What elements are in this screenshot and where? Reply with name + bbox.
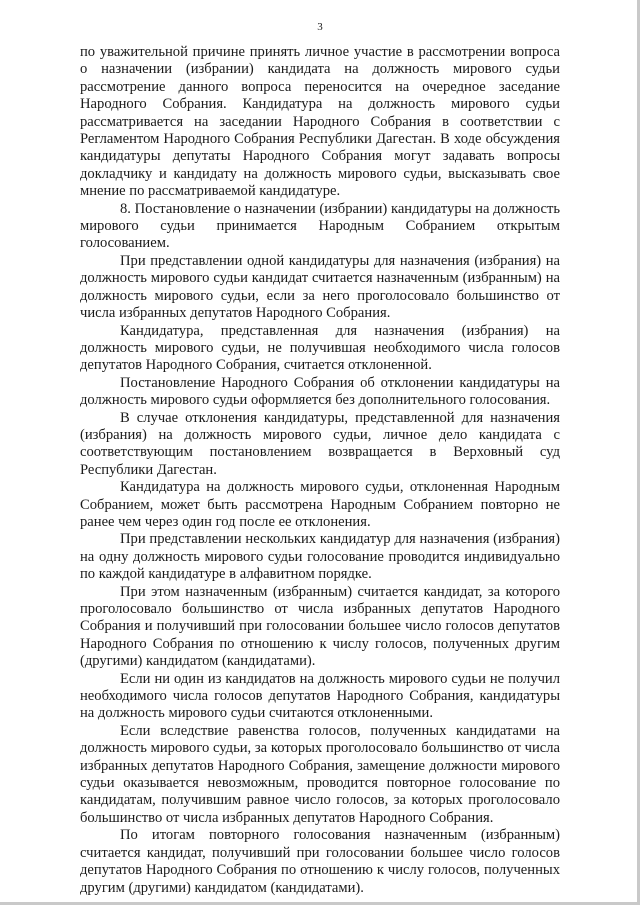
paragraph-4: Кандидатура, представленная для назначения (избрания) на должность мирового судьи, не получившая необходимого числа голосов депутатов Народного Собрания, считается отклоненной. xyxy=(80,322,560,374)
paragraph-3: При представлении одной кандидатуры для назначения (избрания) на должность мирового судьи кандидат считается назначенным (избранным) на должность мирового судьи, если за него проголосовало большинство от числа избранных депутатов Народного Собрания. xyxy=(80,252,560,322)
paragraph-11: Если вследствие равенства голосов, полученных кандидатами на должность мирового судьи, за которых проголосовало большинство от числа избранных депутатов Народного Собрания, замещение должности мирового судьи оказывается невозможным, проводится повторное голосование по кандидатам, получившим равное число голосов, за которых проголосовало большинство от числа избранных депутатов Народного Собрания. xyxy=(80,722,560,826)
paragraph-6: В случае отклонения кандидатуры, представленной для назначения (избрания) на должность мирового судьи, личное дело кандидата с соответствующим постановлением возвращается в Верховный суд Республики Дагестан. xyxy=(80,409,560,478)
paragraph-1: по уважительной причине принять личное участие в рассмотрении вопроса о назначении (избрании) кандидата на должность мирового судьи рассмотрение данного вопроса переносится на очередное заседание Народного Собрания. Кандидатура на должность мирового судьи рассматривается на заседании Народного Собрания в соответствии с Регламентом Народного Собрания Республики Дагестан. В ходе обсуждения кандидатуры депутаты Народного Собрания могут задавать вопросы докладчику и кандидату на должность мирового судьи, высказывать свое мнение по рассматриваемой кандидатуре. xyxy=(80,44,560,200)
paragraph-7: Кандидатура на должность мирового судьи, отклоненная Народным Собранием, может быть рассмотрена Народным Собранием повторно не ранее чем через один год после ее отклонения. xyxy=(80,479,560,530)
paragraph-8: При представлении нескольких кандидатур для назначения (избрания) на одну должность мирового судьи голосование проводится индивидуально по каждой кандидатуре в алфавитном порядке. xyxy=(80,531,560,583)
document-body xyxy=(80,44,560,897)
paragraph-10: Если ни один из кандидатов на должность мирового судьи не получил необходимого числа голосов депутатов Народного Собрания, кандидатуры на должность мирового судьи считаются отклоненными. xyxy=(80,670,560,722)
page-number: 3 xyxy=(317,21,323,33)
paragraph-9: При этом назначенным (избранным) считается кандидат, за которого проголосовало большинство от числа избранных депутатов Народного Собрания и получивший при голосовании большее число голосов депутатов Народного Собрания по отношению к числу голосов, полученных другим (другими) кандидатом (кандидатами). xyxy=(80,583,560,670)
paragraph-12: По итогам повторного голосования назначенным (избранным) считается кандидат, получивший при голосовании большее число голосов депутатов Народного Собрания по отношению к числу голосов, полученных другим (другими) кандидатом (кандидатами). xyxy=(80,827,560,896)
paragraph-5: Постановление Народного Собрания об отклонении кандидатуры на должность мирового судьи оформляется без дополнительного голосования. xyxy=(80,374,560,409)
paragraph-2: 8. Постановление о назначении (избрании) кандидатуры на должность мирового судьи принимается Народным Собранием открытым голосованием. xyxy=(80,200,560,252)
